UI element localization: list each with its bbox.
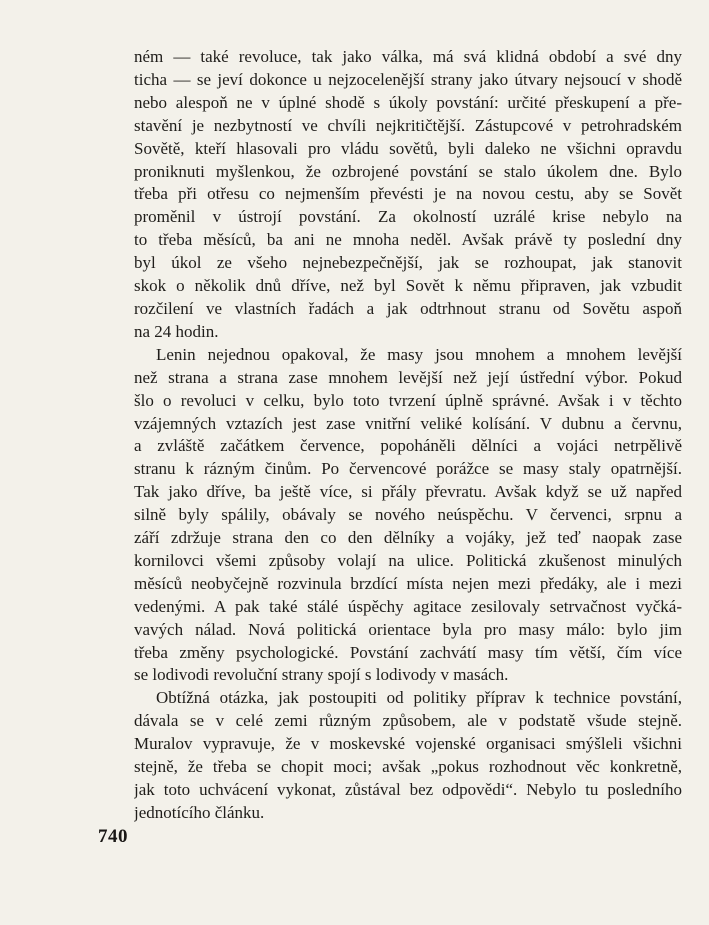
text-line: silně byly spálily, obávaly se nového neúspěchu. V červenci, srpnu a <box>134 505 682 525</box>
text-line: proniknuti myšlenkou, že ozbrojené povstání se stalo úkolem dne. Bylo <box>134 161 682 181</box>
text-line: ticha — se jeví dokonce u nejzocelenější strany jako útvary nejsoucí v shodě <box>134 69 682 89</box>
body-text <box>134 46 682 825</box>
text-line: než strana a strana zase mnohem levější než její ústřední výbor. Pokud <box>134 367 682 387</box>
text-line: stavění je nezbytností ve chvíli nejkritičtější. Zástupcové v petrohradském <box>134 115 682 135</box>
text-line: jednotícího článku. <box>134 802 265 822</box>
text-line: Tak jako dříve, ba ještě více, si přály převratu. Avšak když se už napřed <box>134 482 682 502</box>
text-line: a zvláště začátkem července, popoháněli dělníci a vojáci netrpělivě <box>134 436 682 456</box>
text-line: rozčilení ve vlastních řadách a jak odtrhnout stranu od Sovětu aspoň <box>134 298 682 318</box>
text-line: třeba změny psychologické. Povstání zachvátí masy tím větší, čím více <box>134 642 682 662</box>
text-line: dávala se v celé zemi různým způsobem, ale v podstatě všude stejně. <box>134 711 682 731</box>
text-line: šlo o revoluci v celku, bylo toto tvrzení úplně správné. Avšak i v těchto <box>134 390 682 410</box>
text-line: proměnil v ústrojí povstání. Za okolností uzrálé krise nebylo na <box>134 207 682 227</box>
text-line: Sovětě, kteří hlasovali pro vládu sovětů, byli daleko ne všichni opravdu <box>134 138 682 158</box>
paragraph-3 <box>134 687 682 824</box>
text-line: jak toto uchvácení vykonat, zůstával bez odpovědi“. Nebylo tu posledního <box>134 780 682 799</box>
text-line: třeba při otřesu co nejmenším převésti je na novou cestu, aby se Sovět <box>134 184 682 204</box>
text-line: stranu k rázným činům. Po červencové porážce se masy staly opatrnější. <box>134 459 682 479</box>
text-line: Lenin nejednou opakoval, že masy jsou mnohem a mnohem levější <box>156 344 682 364</box>
text-line: Muralov vypravuje, že v moskevské vojenské organisaci smýšleli všichni <box>134 734 682 754</box>
text-line: měsíců neobyčejně rozvinula brzdící místa nejen mezi předáky, ale i mezi <box>134 573 682 593</box>
text-line: skok o několik dnů dříve, než byl Sovět k němu připraven, jak vzbudit <box>134 276 682 296</box>
paragraph-1 <box>134 46 682 344</box>
text-line: byl úkol ze všeho nejnebezpečnější, jak se rozhoupat, jak stanovit <box>134 253 682 273</box>
text-line: vedenými. A pak také stálé úspěchy agitace zesilovaly setrvačnost vyčká- <box>134 596 682 616</box>
text-line: kornilovci všemi způsoby volají na ulice. Politická zkušenost minulých <box>134 550 682 570</box>
text-line: vzájemných vztazích jest zase vnitřní veliké kolísání. V dubnu a červnu, <box>134 413 682 433</box>
text-line: stejně, že třeba se chopit moci; avšak „pokus rozhodnout věc konkretně, <box>134 757 682 777</box>
text-line: se lodivodi revoluční strany spojí s lodivody v masách. <box>134 665 509 685</box>
text-line: to třeba měsíců, ba ani ne mnoha neděl. Avšak právě ty poslední dny <box>134 230 682 250</box>
text-line: vavých nálad. Nová politická orientace byla pro masy málo: bylo jim <box>134 619 682 639</box>
text-line: září zdržuje strana den co den dělníky a vojáky, jež teď naopak zase <box>134 528 682 548</box>
text-line: ném — také revoluce, tak jako válka, má svá klidná období a své dny <box>134 47 682 66</box>
text-line: nebo alespoň ne v úplné shodě s úkoly povstání: určité přeskupení a pře- <box>134 92 682 112</box>
text-line: na 24 hodin. <box>134 321 219 341</box>
paragraph-2 <box>134 344 682 688</box>
page-number: 740 <box>98 826 128 847</box>
text-line: Obtížná otázka, jak postoupiti od politiky příprav k technice povstání, <box>156 688 682 708</box>
